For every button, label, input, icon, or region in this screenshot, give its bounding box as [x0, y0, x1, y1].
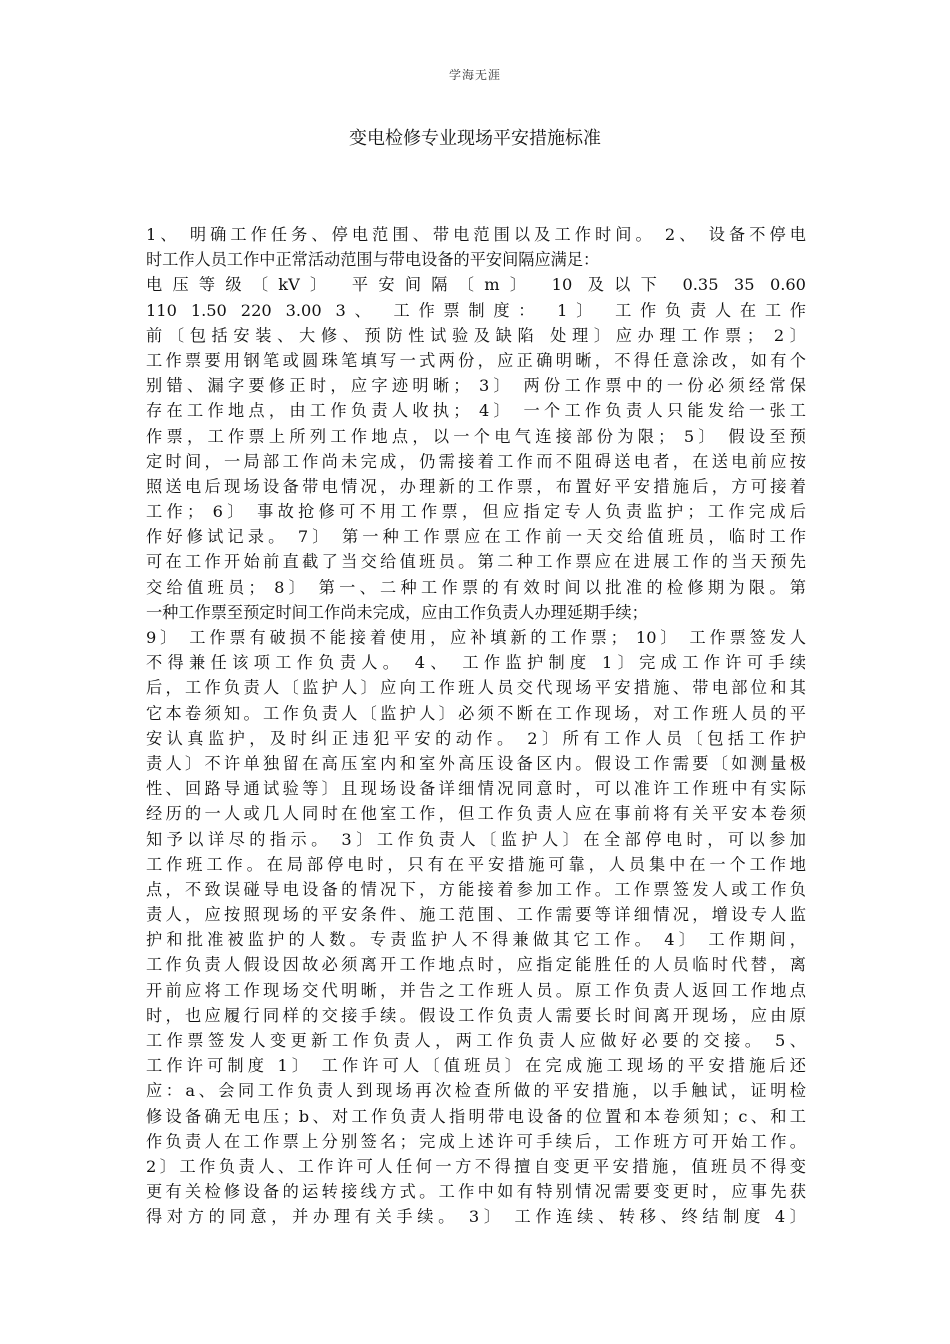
- text-line: 电压等级〔kV〕 平安间隔〔m〕 10 及以下 0.35 35 0.60: [146, 275, 806, 295]
- text-line: 工作许可制度 1〕 工作许可人〔值班员〕在完成施工现场的平安措施后还: [146, 1056, 806, 1076]
- text-line: 定时间，一局部工作尚未完成，仍需接着工作而不阻碍送电者，在送电前应按: [146, 451, 806, 471]
- document-title: 变电检修专业现场平安措施标准: [349, 128, 601, 149]
- text-line: 它本卷须知。工作负责人〔监护人〕必须不断在工作现场，对工作班人员的平: [146, 703, 806, 723]
- text-line: 不得兼任该项工作负责人。 4、 工作监护制度 1〕完成工作许可手续: [146, 653, 806, 673]
- text-line: 经历的一人或几人同时在他室工作，但工作负责人应在事前将有关平安本卷须: [146, 804, 806, 824]
- text-line: 1、 明确工作任务、停电范围、带电范围以及工作时间。 2、 设备不停电: [146, 225, 806, 244]
- text-line: 点，不致误碰导电设备的情况下，方能接着参加工作。工作票签发人或工作负: [146, 879, 806, 899]
- text-line: 工作票签发人变更新工作负责人，两工作负责人应做好必要的交接。 5、: [146, 1031, 806, 1050]
- text-line: 别错、漏字要修正时，应字迹明晰； 3〕 两份工作票中的一份必须经常保: [146, 376, 806, 396]
- text-line: 工作； 6〕 事故抢修可不用工作票，但应指定专人负责监护；工作完成后: [146, 502, 806, 522]
- text-line: 应：a、会同工作负责人到现场再次检查所做的平安措施，以手触试，证明检: [146, 1081, 806, 1101]
- text-line: 安认真监护，及时纠正违犯平安的动作。 2〕所有工作人员〔包括工作护: [146, 728, 806, 748]
- text-line: 照送电后现场设备带电情况，办理新的工作票，布置好平安措施后，方可接着: [146, 476, 806, 496]
- text-line: 后，工作负责人〔监护人〕应向工作班人员交代现场平安措施、带电部位和其: [146, 678, 806, 698]
- text-line: 责人，应按照现场的平安条件、施工范围、工作需要等详细情况，增设专人监: [146, 905, 806, 925]
- document-body: [146, 222, 806, 1230]
- text-line: 开前应将工作现场交代明晰，并告之工作班人员。原工作负责人返回工作地点: [146, 980, 806, 1000]
- text-line: 工作负责人假设因故必须离开工作地点时，应指定能胜任的人员临时代替，离: [146, 955, 806, 975]
- text-line: 修设备确无电压；b、对工作负责人指明带电设备的位置和本卷须知；c、和工: [146, 1106, 806, 1126]
- text-line: 更有关检修设备的运转接线方式。工作中如有特别情况需要变更时，应事先获: [146, 1182, 806, 1202]
- text-line: 时工作人员工作中正常活动范围与带电设备的平安间隔应满足：: [146, 250, 600, 270]
- text-line: 存在工作地点，由工作负责人收执； 4〕 一个工作负责人只能发给一张工: [146, 401, 806, 421]
- text-line: 前〔包括安装、大修、预防性试验及缺陷 处理〕应办理工作票； 2〕: [146, 325, 806, 345]
- text-line: 交给值班员； 8〕 第一、二种工作票的有效时间以批准的检修期为限。第: [146, 577, 806, 597]
- text-line: 性、回路导通试验等〕且现场设备详细情况同意时，可以准许工作班中有实际: [146, 779, 806, 799]
- text-line: 2〕工作负责人、工作许可人任何一方不得擅自变更平安措施，值班员不得变: [146, 1156, 806, 1176]
- text-line: 时，也应履行同样的交接手续。假设工作负责人需要长时间离开现场，应由原: [146, 1005, 806, 1025]
- text-line: 110 1.50 220 3.00 3、 工作票制度： 1〕 工作负责人在工作: [146, 300, 806, 320]
- text-line: 作负责人在工作票上分别签名；完成上述许可手续后，工作班方可开始工作。: [146, 1131, 806, 1151]
- text-line: 工作班工作。在局部停电时，只有在平安措施可靠，人员集中在一个工作地: [146, 854, 806, 874]
- text-line: 作好修试记录。 7〕 第一种工作票应在工作前一天交给值班员，临时工作: [146, 527, 806, 547]
- text-line: 作票，工作票上所列工作地点，以一个电气连接部份为限； 5〕 假设至预: [146, 426, 806, 446]
- text-line: 责人〕不许单独留在高压室内和室外高压设备区内。假设工作需要〔如测量极: [146, 753, 806, 773]
- text-line: 护和批准被监护的人数。专责监护人不得兼做其它工作。 4〕 工作期间，: [146, 930, 806, 950]
- text-line: 工作票要用钢笔或圆珠笔填写一式两份，应正确明晰，不得任意涂改，如有个: [146, 350, 806, 370]
- text-line: 得对方的同意，并办理有关手续。 3〕 工作连续、转移、终结制度 4〕: [146, 1207, 806, 1227]
- page-header-watermark: 学海无涯: [448, 68, 501, 82]
- text-line: 知予以详尽的指示。 3〕工作负责人〔监护人〕在全部停电时，可以参加: [146, 829, 806, 849]
- text-line: 可在工作开始前直截了当交给值班员。第二种工作票应在进展工作的当天预先: [146, 552, 806, 572]
- text-line: 9〕 工作票有破损不能接着使用，应补填新的工作票； 10〕 工作票签发人: [146, 628, 806, 647]
- text-line: 一种工作票至预定时间工作尚未完成，应由工作负责人办理延期手续；: [146, 602, 648, 622]
